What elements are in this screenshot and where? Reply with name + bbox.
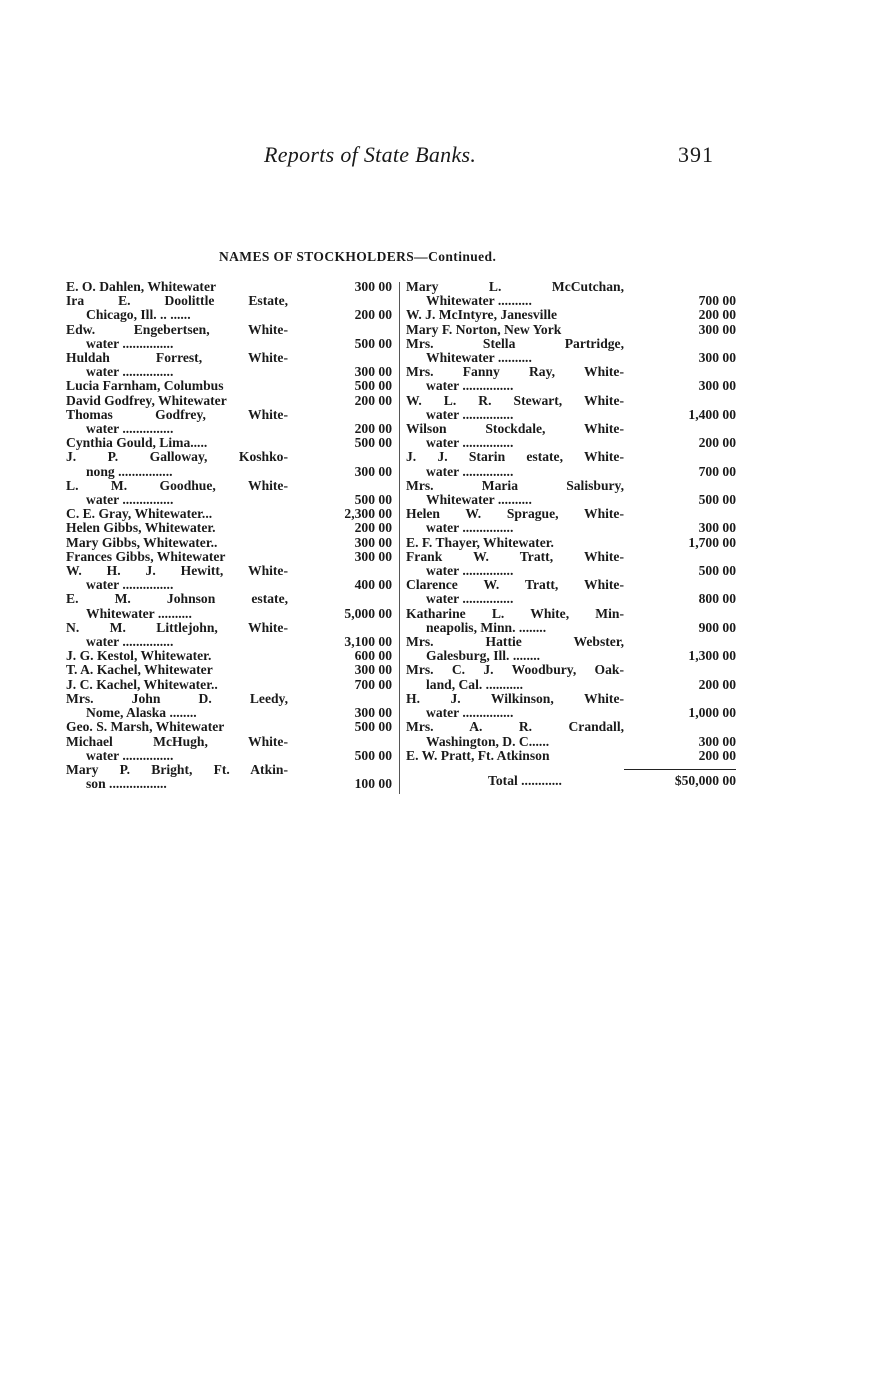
stockholder-entry (406, 663, 736, 691)
stockholder-amount: 200 00 (354, 307, 392, 323)
stockholder-entry (66, 550, 392, 564)
stockholder-amount: 200 00 (698, 747, 736, 763)
stockholder-entry (66, 450, 392, 478)
stockholder-name (66, 394, 288, 408)
stockholder-name (406, 749, 624, 763)
stockholder-name-line: E. F. Thayer, Whitewater. (406, 535, 554, 550)
stockholder-name-line: Cynthia Gould, Lima..... (66, 436, 208, 451)
stockholder-entry (66, 323, 392, 351)
stockholder-name-line: C. E. Gray, Whitewater... (66, 507, 213, 522)
stockholder-name (406, 450, 624, 478)
stockholder-name (66, 692, 288, 720)
stockholder-name-line: Helen W. Sprague, White- (406, 507, 624, 522)
stockholder-name-line: Whitewater .......... (426, 351, 532, 366)
stockholder-name (66, 351, 288, 379)
stockholder-name-line: Frank W. Tratt, White- (406, 549, 624, 564)
stockholder-entry (66, 720, 392, 734)
stockholder-name (406, 422, 624, 450)
stockholder-list-right (406, 280, 736, 788)
stockholder-entry (66, 408, 392, 436)
stockholder-name (406, 507, 624, 535)
stockholder-name-line: E. M. Johnson estate, (66, 592, 288, 607)
stockholder-name-line: Galesburg, Ill. ........ (426, 649, 541, 664)
stockholder-name-line: water ............... (86, 748, 174, 763)
stockholder-name-line: Whitewater .......... (86, 606, 192, 621)
stockholder-name-line: J. G. Kestol, Whitewater. (66, 649, 212, 664)
stockholder-name (406, 280, 624, 308)
stockholder-entry (406, 720, 736, 748)
stockholder-name (406, 663, 624, 691)
stockholder-amount: 300 00 (354, 534, 392, 550)
stockholder-name-line: water ............... (426, 592, 514, 607)
stockholder-amount: 300 00 (354, 463, 392, 479)
stockholder-name-line: water ............... (86, 635, 174, 650)
stockholder-entry (406, 280, 736, 308)
stockholder-entry (66, 294, 392, 322)
stockholder-amount: 5,000 00 (344, 605, 392, 621)
stockholder-name-line: Mary P. Bright, Ft. Atkin- (66, 762, 288, 777)
stockholder-name (66, 763, 288, 791)
stockholder-name (66, 280, 288, 294)
stockholder-entry (66, 479, 392, 507)
stockholder-entry (406, 749, 736, 763)
stockholder-name (406, 365, 624, 393)
stockholder-name (66, 720, 288, 734)
stockholder-name-line: land, Cal. ........... (426, 677, 524, 692)
stockholder-name (406, 692, 624, 720)
stockholder-amount: 500 00 (698, 492, 736, 508)
stockholder-name (66, 521, 288, 535)
stockholder-entry (66, 692, 392, 720)
stockholder-name-line: Katharine L. White, Min- (406, 606, 624, 621)
stockholder-amount: 300 00 (698, 321, 736, 337)
stockholder-name-line: T. A. Kachel, Whitewater (66, 663, 213, 678)
stockholder-name-line: water ............... (86, 365, 174, 380)
stockholder-entry (66, 763, 392, 791)
stockholder-name-line: Mrs. C. J. Woodbury, Oak- (406, 663, 624, 678)
stockholder-name-line: water ............... (86, 422, 174, 437)
stockholder-amount: 300 00 (698, 350, 736, 366)
stockholder-name-line: water ............... (426, 379, 514, 394)
stockholder-name-line: Whitewater .......... (426, 294, 532, 309)
stockholder-entry (66, 621, 392, 649)
stockholder-amount: 500 00 (354, 492, 392, 508)
stockholder-name (66, 735, 288, 763)
total-row (406, 769, 736, 788)
stockholder-name-line: H. J. Wilkinson, White- (406, 691, 624, 706)
stockholder-name (406, 720, 624, 748)
stockholder-name-line: water ............... (86, 493, 174, 508)
stockholder-amount: 3,100 00 (344, 634, 392, 650)
stockholder-amount: 800 00 (698, 591, 736, 607)
stockholder-name-line: J. C. Kachel, Whitewater.. (66, 677, 218, 692)
stockholder-name-line: Mary F. Norton, New York (406, 322, 562, 337)
stockholder-name-line: water ............... (426, 464, 514, 479)
stockholder-name-line: Helen Gibbs, Whitewater. (66, 521, 216, 536)
stockholder-name-line: J. J. Starin estate, White- (406, 450, 624, 465)
stockholder-name (66, 621, 288, 649)
stockholder-entry (406, 365, 736, 393)
stockholder-amount: 700 00 (698, 293, 736, 309)
stockholder-name-line: Geo. S. Marsh, Whitewater (66, 720, 225, 735)
stockholder-entry (406, 308, 736, 322)
stockholder-name (406, 550, 624, 578)
stockholder-name (406, 308, 624, 322)
stockholder-name-line: water ............... (426, 407, 514, 422)
stockholder-amount: 900 00 (698, 619, 736, 635)
total-amount: $50,000 00 (624, 769, 736, 788)
stockholder-name-line: water ............... (426, 521, 514, 536)
stockholder-amount: 300 00 (698, 520, 736, 536)
stockholder-name-line: water ............... (86, 336, 174, 351)
section-heading: NAMES OF STOCKHOLDERS—Continued. (219, 249, 497, 264)
stockholder-entry (66, 649, 392, 663)
stockholder-amount: 200 00 (354, 392, 392, 408)
stockholder-name-line: J. P. Galloway, Koshko- (66, 450, 288, 465)
stockholder-name (66, 678, 288, 692)
stockholder-name-line: Washington, D. C...... (426, 734, 550, 749)
stockholder-entry (406, 479, 736, 507)
stockholder-name (66, 450, 288, 478)
stockholder-amount: 200 00 (354, 520, 392, 536)
stockholder-name-line: David Godfrey, Whitewater (66, 393, 227, 408)
stockholder-name-line: Mrs. Fanny Ray, White- (406, 365, 624, 380)
stockholder-name (406, 337, 624, 365)
stockholder-entry (66, 521, 392, 535)
stockholder-name-line: water ............... (426, 706, 514, 721)
stockholder-name-line: E. W. Pratt, Ft. Atkinson (406, 748, 550, 763)
stockholder-name (66, 294, 288, 322)
stockholder-name-line: Thomas Godfrey, White- (66, 407, 288, 422)
stockholder-amount: 2,300 00 (344, 506, 392, 522)
stockholder-name (406, 323, 624, 337)
stockholder-amount: 1,300 00 (688, 648, 736, 664)
stockholder-name-line: Whitewater .......... (426, 493, 532, 508)
stockholder-amount: 500 00 (354, 719, 392, 735)
stockholder-name (406, 479, 624, 507)
stockholder-amount: 500 00 (354, 435, 392, 451)
total-label: Total ............ (488, 772, 562, 788)
stockholder-list-left (66, 280, 392, 791)
stockholder-name (406, 394, 624, 422)
stockholder-amount: 300 00 (698, 378, 736, 394)
stockholder-amount: 400 00 (354, 577, 392, 593)
stockholder-name-line: Mary L. McCutchan, (406, 280, 624, 294)
stockholder-name-line: Mrs. A. R. Crandall, (406, 720, 624, 735)
page-number: 391 (678, 142, 714, 167)
stockholder-name (66, 323, 288, 351)
stockholder-name-line: Mrs. Hattie Webster, (406, 635, 624, 650)
stockholder-name-line: Frances Gibbs, Whitewater (66, 549, 226, 564)
stockholder-name (406, 607, 624, 635)
stockholder-name (66, 507, 288, 521)
stockholder-name-line: Nome, Alaska ........ (86, 706, 197, 721)
stockholder-entry (66, 436, 392, 450)
stockholder-name (406, 578, 624, 606)
stockholder-name (66, 479, 288, 507)
stockholder-name-line: neapolis, Minn. ........ (426, 620, 547, 635)
stockholder-amount: 200 00 (698, 676, 736, 692)
stockholder-entry (406, 550, 736, 578)
stockholder-name (66, 649, 288, 663)
stockholder-name-line: Chicago, Ill. .. ...... (86, 308, 191, 323)
stockholder-name-line: Michael McHugh, White- (66, 734, 288, 749)
stockholder-name-line: Clarence W. Tratt, White- (406, 578, 624, 593)
stockholder-amount: 300 00 (698, 733, 736, 749)
stockholder-entry (406, 422, 736, 450)
stockholder-name (66, 436, 288, 450)
stockholder-name (66, 564, 288, 592)
stockholder-name-line: Mary Gibbs, Whitewater.. (66, 535, 218, 550)
stockholder-name (66, 663, 288, 677)
stockholder-amount: 300 00 (354, 364, 392, 380)
stockholder-entry (66, 735, 392, 763)
stockholder-amount: 200 00 (354, 421, 392, 437)
stockholder-name-line: W. J. McIntyre, Janesville (406, 308, 558, 323)
stockholder-amount: 500 00 (698, 563, 736, 579)
stockholder-entry (66, 379, 392, 393)
stockholder-name-line: water ............... (86, 578, 174, 593)
stockholder-name-line: nong ................ (86, 464, 173, 479)
stockholder-name-line: L. M. Goodhue, White- (66, 478, 288, 493)
running-title: Reports of State Banks. (264, 142, 477, 167)
stockholder-name-line: Wilson Stockdale, White- (406, 422, 624, 437)
stockholder-entry (66, 280, 392, 294)
stockholder-name (406, 635, 624, 663)
stockholder-amount: 300 00 (354, 705, 392, 721)
stockholder-amount: 500 00 (354, 335, 392, 351)
stockholder-name (66, 536, 288, 550)
stockholder-name (66, 379, 288, 393)
stockholder-entry (406, 635, 736, 663)
stockholder-name-line: Lucia Farnham, Columbus (66, 379, 224, 394)
stockholder-entry (66, 351, 392, 379)
stockholder-name-line: Edw. Engebertsen, White- (66, 322, 288, 337)
stockholder-amount: 200 00 (698, 435, 736, 451)
stockholder-amount: 1,400 00 (688, 406, 736, 422)
stockholder-amount: 300 00 (354, 279, 392, 294)
stockholder-name-line: water ............... (426, 436, 514, 451)
stockholder-entry (406, 692, 736, 720)
stockholder-entry (406, 578, 736, 606)
stockholder-amount: 1,700 00 (688, 534, 736, 550)
stockholder-entry (406, 337, 736, 365)
stockholder-name (66, 592, 288, 620)
stockholder-name-line: E. O. Dahlen, Whitewater (66, 280, 217, 294)
stockholder-name (66, 550, 288, 564)
stockholder-entry (66, 592, 392, 620)
stockholder-entry (66, 536, 392, 550)
stockholder-name-line: Mrs. John D. Leedy, (66, 691, 288, 706)
stockholder-entry (406, 607, 736, 635)
stockholder-name (406, 536, 624, 550)
stockholder-amount: 1,000 00 (688, 705, 736, 721)
stockholder-name-line: Mrs. Maria Salisbury, (406, 478, 624, 493)
stockholder-amount: 300 00 (354, 662, 392, 678)
stockholder-entry (406, 450, 736, 478)
stockholder-entry (406, 323, 736, 337)
stockholder-name-line: W. H. J. Hewitt, White- (66, 564, 288, 579)
stockholder-name-line: Huldah Forrest, White- (66, 351, 288, 366)
stockholder-entry (406, 536, 736, 550)
stockholder-name-line: Ira E. Doolittle Estate, (66, 294, 288, 309)
stockholder-amount: 500 00 (354, 747, 392, 763)
column-divider (399, 282, 400, 794)
stockholder-entry (406, 507, 736, 535)
stockholder-name-line: Mrs. Stella Partridge, (406, 336, 624, 351)
stockholder-amount: 700 00 (698, 463, 736, 479)
stockholder-name-line: son ................. (86, 777, 167, 792)
stockholder-entry (66, 394, 392, 408)
stockholder-amount: 700 00 (354, 676, 392, 692)
stockholder-name-line: N. M. Littlejohn, White- (66, 620, 288, 635)
stockholder-entry (66, 663, 392, 677)
stockholder-amount: 500 00 (354, 378, 392, 394)
stockholder-name-line: W. L. R. Stewart, White- (406, 393, 624, 408)
stockholder-amount: 300 00 (354, 548, 392, 564)
stockholder-name-line: water ............... (426, 564, 514, 579)
stockholder-entry (66, 564, 392, 592)
stockholder-entry (406, 394, 736, 422)
stockholder-amount: 200 00 (698, 307, 736, 323)
stockholder-entry (66, 507, 392, 521)
stockholder-entry (66, 678, 392, 692)
stockholder-name (66, 408, 288, 436)
stockholder-amount: 600 00 (354, 648, 392, 664)
stockholder-amount: 100 00 (354, 776, 392, 792)
